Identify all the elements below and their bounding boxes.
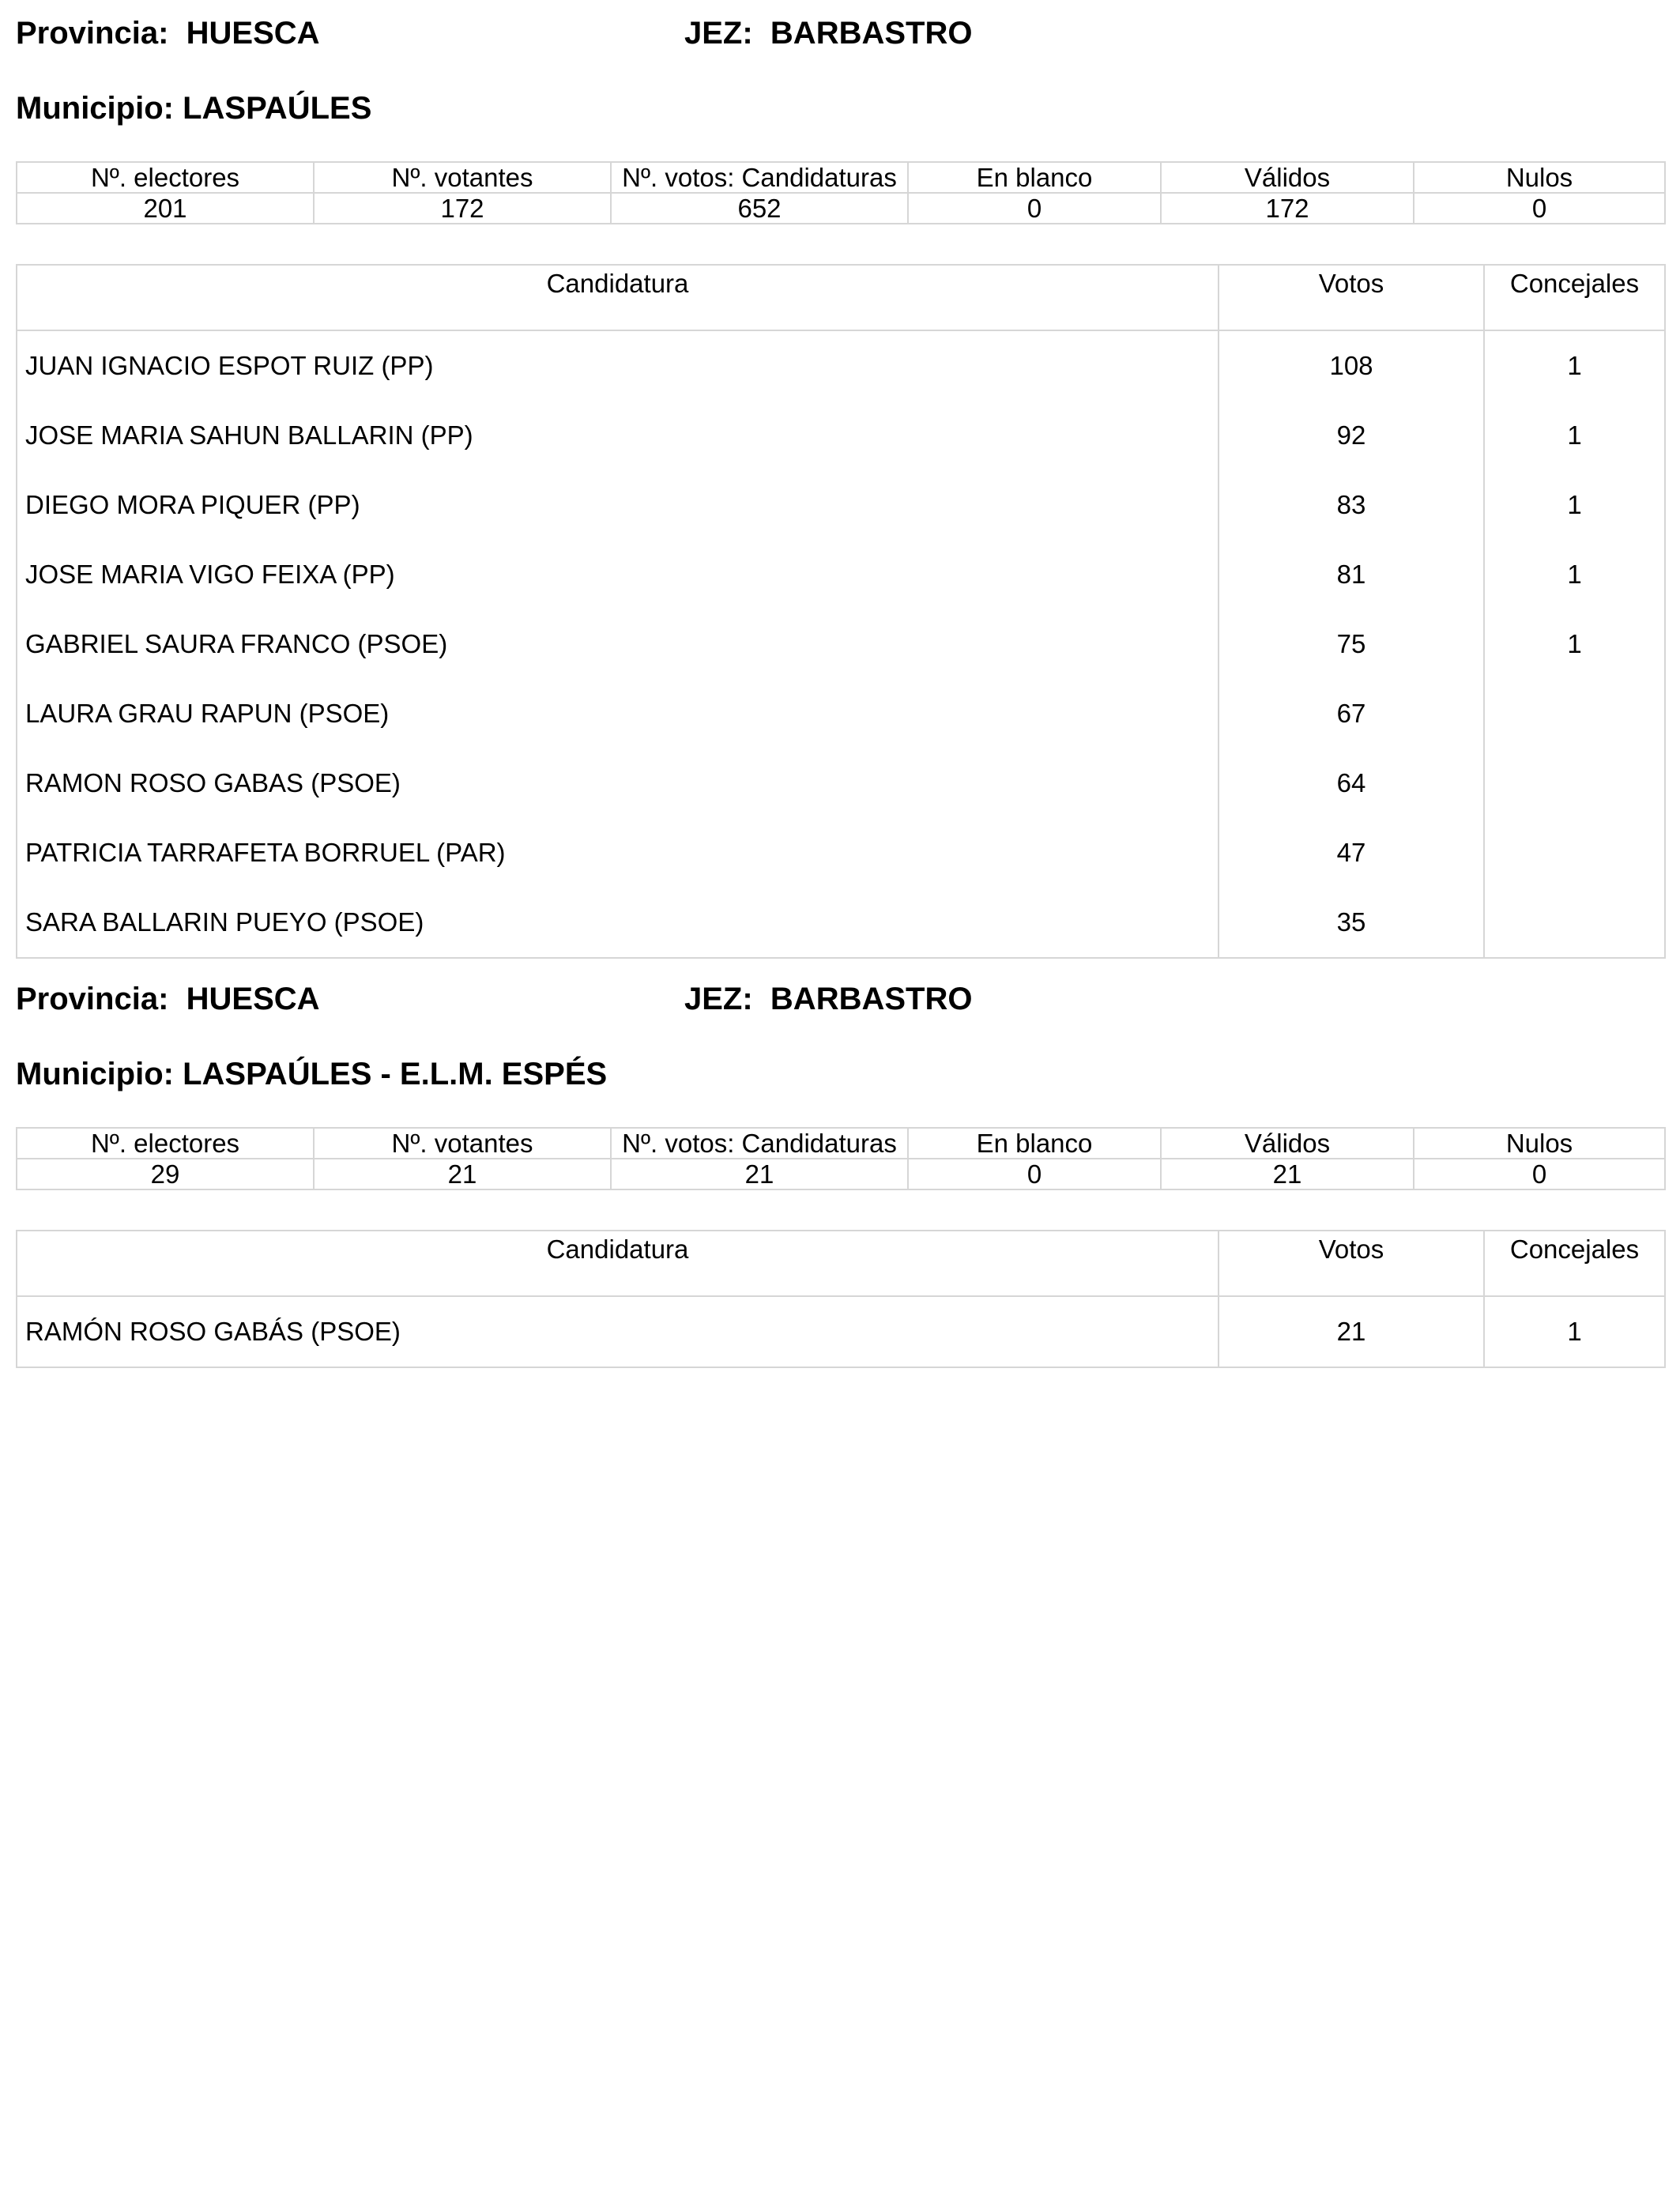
stats-value-nulos: 0 <box>1414 1159 1665 1189</box>
candidate-votes: 81 <box>1219 540 1484 609</box>
candidate-seats: 1 <box>1484 1296 1665 1367</box>
header-concejales: Concejales <box>1484 1231 1665 1296</box>
jez-value: BARBASTRO <box>770 16 973 51</box>
candidate-seats: 1 <box>1484 470 1665 540</box>
stats-value-nulos: 0 <box>1414 193 1665 224</box>
candidates-header-row <box>17 265 1665 330</box>
stats-header-row <box>17 162 1665 193</box>
table-row <box>17 540 1665 609</box>
stats-value-row <box>17 1159 1665 1189</box>
header-votos: Votos <box>1219 1231 1484 1296</box>
candidate-seats <box>1484 679 1665 748</box>
candidate-name: GABRIEL SAURA FRANCO (PSOE) <box>17 609 1219 679</box>
stats-value-votos-candidaturas: 652 <box>611 193 908 224</box>
jez-field <box>684 16 972 51</box>
candidate-votes: 47 <box>1219 818 1484 888</box>
stats-value-votantes: 21 <box>314 1159 611 1189</box>
province-label: Provincia: <box>16 16 169 51</box>
stats-value-electores: 201 <box>17 193 314 224</box>
table-row <box>17 1296 1665 1367</box>
jez-label: JEZ: <box>684 16 753 51</box>
stats-value-electores: 29 <box>17 1159 314 1189</box>
stats-value-votos-candidaturas: 21 <box>611 1159 908 1189</box>
candidate-name: RAMÓN ROSO GABÁS (PSOE) <box>17 1296 1219 1367</box>
stats-header-row <box>17 1128 1665 1159</box>
stats-value-validos: 21 <box>1161 1159 1414 1189</box>
candidates-header-row <box>17 1231 1665 1296</box>
table-row <box>17 401 1665 470</box>
stats-header-nulos: Nulos <box>1414 1128 1665 1159</box>
candidate-name: JOSE MARIA VIGO FEIXA (PP) <box>17 540 1219 609</box>
table-row <box>17 818 1665 888</box>
jez-field <box>684 982 972 1017</box>
stats-header-nulos: Nulos <box>1414 162 1665 193</box>
stats-header-blanco: En blanco <box>908 1128 1161 1159</box>
stats-value-blanco: 0 <box>908 193 1161 224</box>
candidate-seats: 1 <box>1484 401 1665 470</box>
candidate-name: SARA BALLARIN PUEYO (PSOE) <box>17 888 1219 958</box>
candidate-seats <box>1484 748 1665 818</box>
candidate-votes: 83 <box>1219 470 1484 540</box>
jez-value: BARBASTRO <box>770 982 973 1016</box>
province-value: HUESCA <box>186 16 320 51</box>
municipality-value: LASPAÚLES <box>183 91 372 126</box>
table-row <box>17 330 1665 401</box>
stats-header-votantes: Nº. votantes <box>314 1128 611 1159</box>
province-field <box>16 16 320 51</box>
candidate-name: DIEGO MORA PIQUER (PP) <box>17 470 1219 540</box>
municipality-line <box>16 91 371 138</box>
header-concejales: Concejales <box>1484 265 1665 330</box>
candidate-name: PATRICIA TARRAFETA BORRUEL (PAR) <box>17 818 1219 888</box>
stats-table <box>16 161 1666 224</box>
candidate-votes: 64 <box>1219 748 1484 818</box>
stats-value-votantes: 172 <box>314 193 611 224</box>
header-candidatura: Candidatura <box>17 1231 1219 1296</box>
header-candidatura: Candidatura <box>17 265 1219 330</box>
candidate-votes: 75 <box>1219 609 1484 679</box>
candidate-seats <box>1484 818 1665 888</box>
table-row <box>17 888 1665 958</box>
stats-header-validos: Válidos <box>1161 1128 1414 1159</box>
province-value: HUESCA <box>186 982 320 1016</box>
candidate-name: JUAN IGNACIO ESPOT RUIZ (PP) <box>17 330 1219 401</box>
candidate-votes: 67 <box>1219 679 1484 748</box>
header-votos: Votos <box>1219 265 1484 330</box>
stats-header-votos-candidaturas: Nº. votos: Candidaturas <box>611 162 908 193</box>
municipality-value: LASPAÚLES - E.L.M. ESPÉS <box>183 1057 608 1091</box>
stats-value-validos: 172 <box>1161 193 1414 224</box>
stats-header-validos: Válidos <box>1161 162 1414 193</box>
candidate-votes: 92 <box>1219 401 1484 470</box>
table-row <box>17 679 1665 748</box>
table-row <box>17 470 1665 540</box>
candidate-name: JOSE MARIA SAHUN BALLARIN (PP) <box>17 401 1219 470</box>
candidate-seats: 1 <box>1484 609 1665 679</box>
candidate-seats: 1 <box>1484 330 1665 401</box>
table-row <box>17 748 1665 818</box>
candidate-votes: 35 <box>1219 888 1484 958</box>
candidate-votes: 21 <box>1219 1296 1484 1367</box>
stats-header-votantes: Nº. votantes <box>314 162 611 193</box>
table-row <box>17 609 1665 679</box>
candidates-table <box>16 264 1666 959</box>
municipality-label: Municipio: <box>16 91 174 126</box>
stats-header-votos-candidaturas: Nº. votos: Candidaturas <box>611 1128 908 1159</box>
stats-table <box>16 1127 1666 1190</box>
stats-header-electores: Nº. electores <box>17 1128 314 1159</box>
municipality-line <box>16 1057 607 1104</box>
stats-value-blanco: 0 <box>908 1159 1161 1189</box>
stats-header-blanco: En blanco <box>908 162 1161 193</box>
candidates-table <box>16 1230 1666 1368</box>
province-field <box>16 982 320 1017</box>
jez-label: JEZ: <box>684 982 753 1016</box>
candidate-votes: 108 <box>1219 330 1484 401</box>
candidate-name: LAURA GRAU RAPUN (PSOE) <box>17 679 1219 748</box>
municipality-label: Municipio: <box>16 1057 174 1091</box>
province-label: Provincia: <box>16 982 169 1016</box>
stats-header-electores: Nº. electores <box>17 162 314 193</box>
candidate-seats <box>1484 888 1665 958</box>
candidate-seats: 1 <box>1484 540 1665 609</box>
stats-value-row <box>17 193 1665 224</box>
candidate-name: RAMON ROSO GABAS (PSOE) <box>17 748 1219 818</box>
